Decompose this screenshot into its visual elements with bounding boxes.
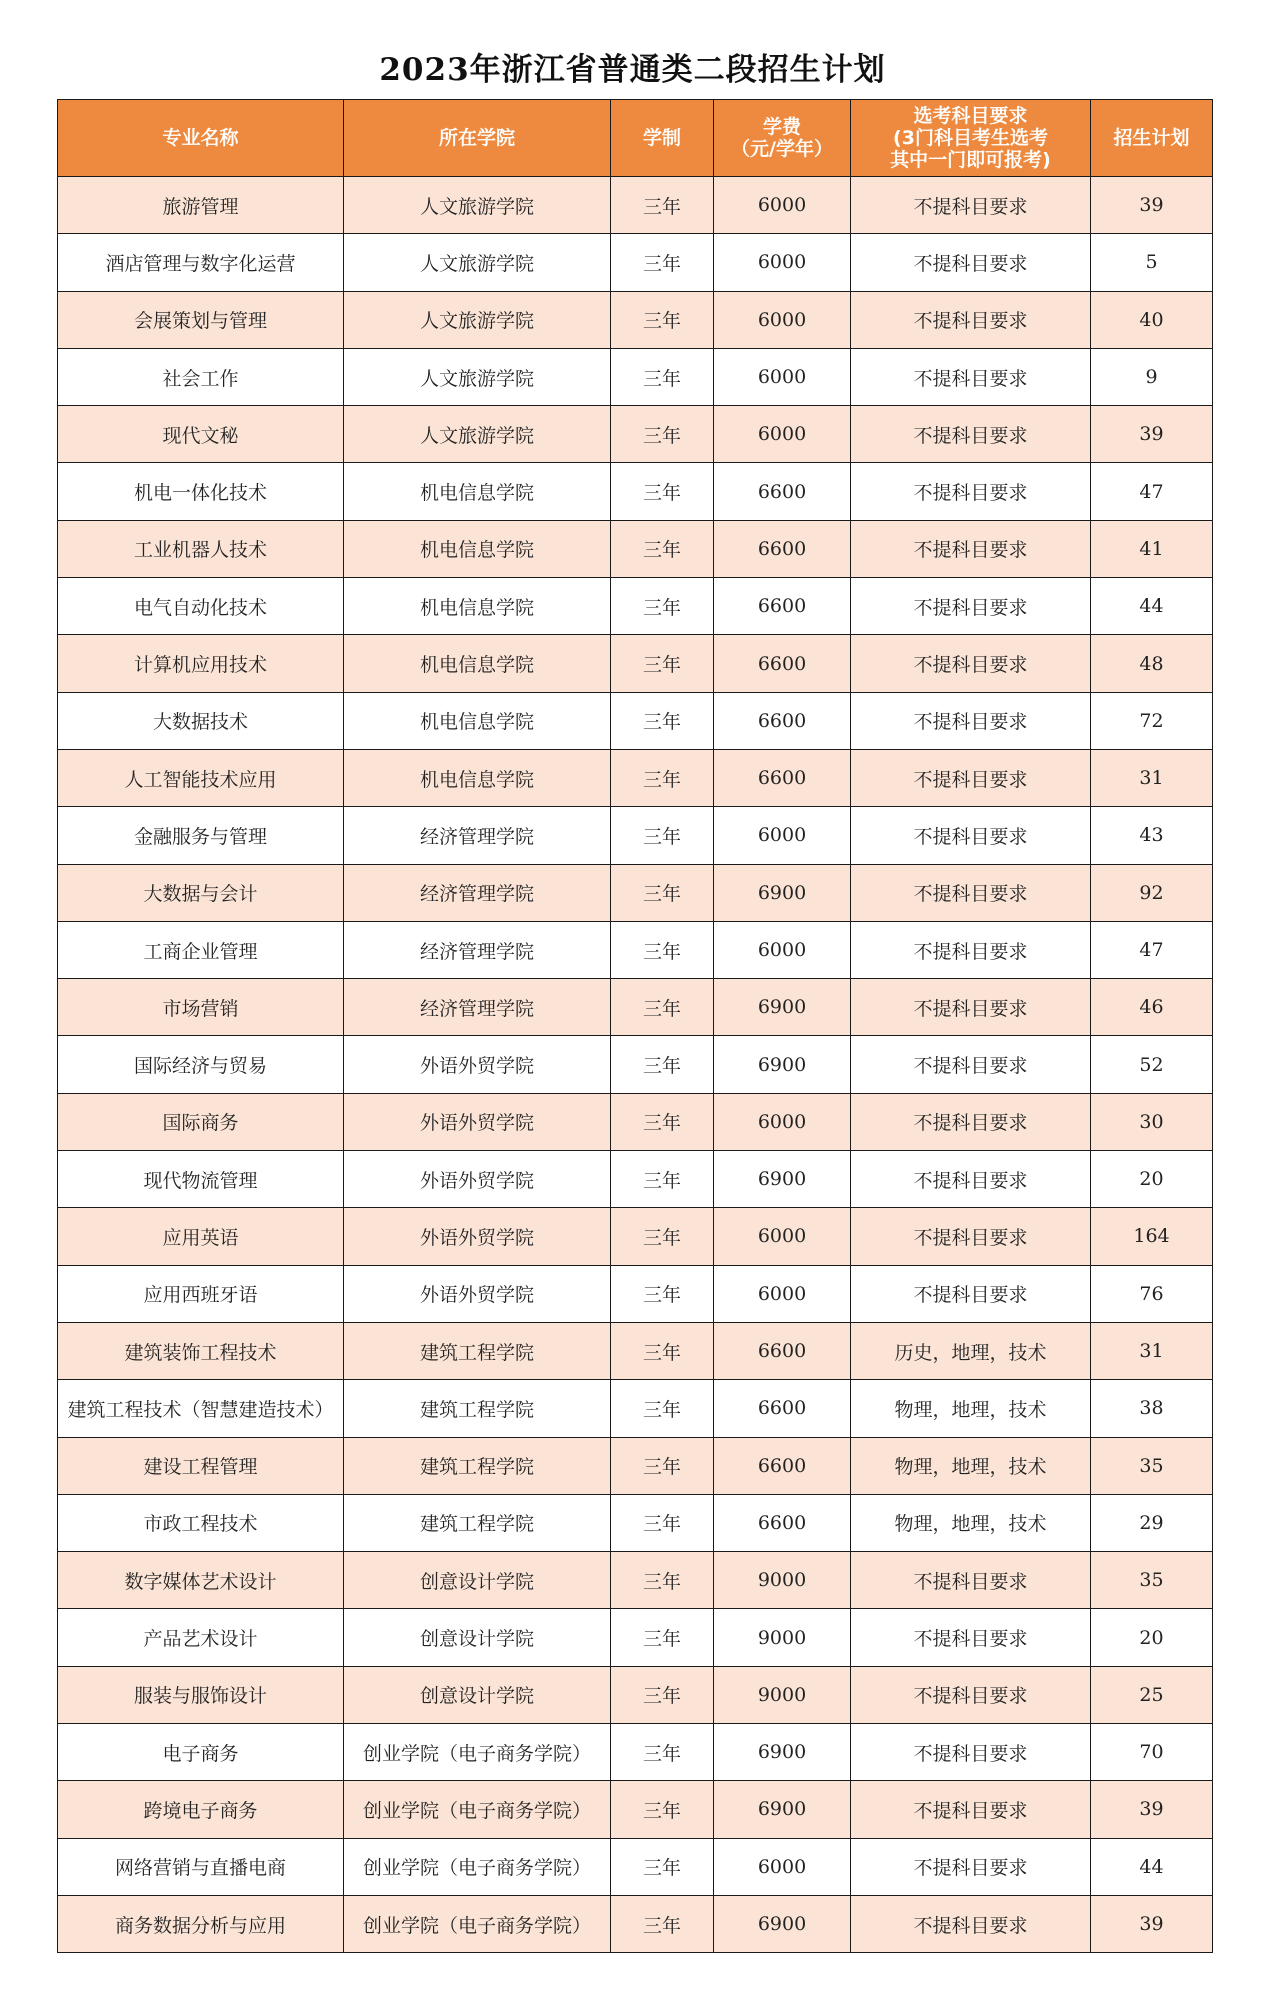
cell-subjects: 不提科目要求 <box>851 234 1091 291</box>
cell-duration: 三年 <box>611 1093 714 1150</box>
cell-plan: 72 <box>1091 692 1213 749</box>
header-subjects-line3: 其中一门即可报考) <box>890 149 1051 171</box>
cell-duration: 三年 <box>611 406 714 463</box>
table-row <box>58 1494 1213 1551</box>
table-row <box>58 463 1213 520</box>
cell-major: 商务数据分析与应用 <box>58 1895 344 1952</box>
cell-subjects: 不提科目要求 <box>851 864 1091 921</box>
cell-subjects: 不提科目要求 <box>851 291 1091 348</box>
header-duration: 学制 <box>611 100 714 177</box>
cell-plan: 35 <box>1091 1437 1213 1494</box>
cell-subjects: 不提科目要求 <box>851 1093 1091 1150</box>
header-fee <box>714 100 851 177</box>
cell-college: 外语外贸学院 <box>344 1093 611 1150</box>
table-row <box>58 1322 1213 1379</box>
cell-major: 数字媒体艺术设计 <box>58 1552 344 1609</box>
cell-major: 跨境电子商务 <box>58 1781 344 1838</box>
cell-subjects: 不提科目要求 <box>851 1838 1091 1895</box>
table-row <box>58 406 1213 463</box>
cell-subjects: 不提科目要求 <box>851 1724 1091 1781</box>
cell-college: 外语外贸学院 <box>344 1151 611 1208</box>
cell-fee: 6600 <box>714 635 851 692</box>
cell-major: 电气自动化技术 <box>58 578 344 635</box>
cell-plan: 20 <box>1091 1151 1213 1208</box>
cell-subjects: 物理，地理，技术 <box>851 1437 1091 1494</box>
cell-plan: 20 <box>1091 1609 1213 1666</box>
cell-fee: 6000 <box>714 1838 851 1895</box>
cell-subjects: 不提科目要求 <box>851 463 1091 520</box>
cell-subjects: 历史，地理，技术 <box>851 1322 1091 1379</box>
cell-college: 外语外贸学院 <box>344 1036 611 1093</box>
cell-plan: 39 <box>1091 1781 1213 1838</box>
cell-duration: 三年 <box>611 520 714 577</box>
cell-major: 应用西班牙语 <box>58 1265 344 1322</box>
table-row <box>58 291 1213 348</box>
cell-duration: 三年 <box>611 1494 714 1551</box>
table-row <box>58 692 1213 749</box>
table-row <box>58 1380 1213 1437</box>
cell-plan: 46 <box>1091 979 1213 1036</box>
cell-major: 大数据技术 <box>58 692 344 749</box>
cell-duration: 三年 <box>611 1437 714 1494</box>
table-row <box>58 979 1213 1036</box>
header-fee-line2: （元/学年） <box>731 138 833 160</box>
cell-plan: 70 <box>1091 1724 1213 1781</box>
cell-fee: 6900 <box>714 1781 851 1838</box>
cell-college: 建筑工程学院 <box>344 1380 611 1437</box>
cell-major: 国际经济与贸易 <box>58 1036 344 1093</box>
cell-subjects: 不提科目要求 <box>851 1666 1091 1723</box>
cell-duration: 三年 <box>611 1552 714 1609</box>
cell-fee: 6600 <box>714 1380 851 1437</box>
cell-duration: 三年 <box>611 348 714 405</box>
cell-college: 机电信息学院 <box>344 578 611 635</box>
cell-subjects: 不提科目要求 <box>851 749 1091 806</box>
table-row <box>58 1609 1213 1666</box>
cell-fee: 6000 <box>714 1208 851 1265</box>
cell-plan: 9 <box>1091 348 1213 405</box>
cell-subjects: 不提科目要求 <box>851 807 1091 864</box>
cell-college: 创意设计学院 <box>344 1552 611 1609</box>
cell-subjects: 不提科目要求 <box>851 1265 1091 1322</box>
cell-fee: 6600 <box>714 1494 851 1551</box>
cell-fee: 6600 <box>714 520 851 577</box>
table-row <box>58 1552 1213 1609</box>
cell-major: 旅游管理 <box>58 177 344 234</box>
cell-major: 社会工作 <box>58 348 344 405</box>
cell-fee: 6000 <box>714 807 851 864</box>
table-row <box>58 1151 1213 1208</box>
cell-major: 计算机应用技术 <box>58 635 344 692</box>
cell-plan: 48 <box>1091 635 1213 692</box>
cell-plan: 164 <box>1091 1208 1213 1265</box>
cell-subjects: 不提科目要求 <box>851 1609 1091 1666</box>
cell-fee: 6600 <box>714 1322 851 1379</box>
cell-plan: 25 <box>1091 1666 1213 1723</box>
cell-fee: 6000 <box>714 406 851 463</box>
cell-plan: 44 <box>1091 578 1213 635</box>
cell-subjects: 不提科目要求 <box>851 1781 1091 1838</box>
table-row <box>58 1265 1213 1322</box>
cell-duration: 三年 <box>611 1208 714 1265</box>
table-row <box>58 1781 1213 1838</box>
cell-fee: 6600 <box>714 1437 851 1494</box>
cell-college: 经济管理学院 <box>344 979 611 1036</box>
cell-plan: 31 <box>1091 1322 1213 1379</box>
cell-college: 创业学院（电子商务学院） <box>344 1895 611 1952</box>
page-title: 2023年浙江省普通类二段招生计划 <box>379 52 886 88</box>
cell-college: 创业学院（电子商务学院） <box>344 1724 611 1781</box>
cell-college: 机电信息学院 <box>344 463 611 520</box>
cell-college: 机电信息学院 <box>344 520 611 577</box>
cell-major: 酒店管理与数字化运营 <box>58 234 344 291</box>
cell-fee: 6600 <box>714 463 851 520</box>
cell-duration: 三年 <box>611 1380 714 1437</box>
cell-college: 外语外贸学院 <box>344 1208 611 1265</box>
cell-college: 经济管理学院 <box>344 807 611 864</box>
cell-subjects: 物理，地理，技术 <box>851 1380 1091 1437</box>
cell-duration: 三年 <box>611 234 714 291</box>
cell-subjects: 不提科目要求 <box>851 177 1091 234</box>
header-subjects-line1: 选考科目要求 <box>913 105 1028 127</box>
cell-major: 大数据与会计 <box>58 864 344 921</box>
cell-plan: 39 <box>1091 406 1213 463</box>
cell-plan: 92 <box>1091 864 1213 921</box>
cell-subjects: 不提科目要求 <box>851 348 1091 405</box>
cell-fee: 6000 <box>714 1265 851 1322</box>
enrollment-plan-table <box>57 99 1213 1953</box>
table-row <box>58 1666 1213 1723</box>
header-row <box>58 100 1213 177</box>
header-subjects-line2: (3门科目考生选考 <box>893 127 1048 149</box>
cell-plan: 5 <box>1091 234 1213 291</box>
cell-subjects: 不提科目要求 <box>851 1895 1091 1952</box>
cell-duration: 三年 <box>611 1036 714 1093</box>
cell-duration: 三年 <box>611 1895 714 1952</box>
table-row <box>58 807 1213 864</box>
cell-major: 国际商务 <box>58 1093 344 1150</box>
cell-subjects: 不提科目要求 <box>851 520 1091 577</box>
cell-duration: 三年 <box>611 1265 714 1322</box>
cell-major: 工商企业管理 <box>58 921 344 978</box>
cell-subjects: 不提科目要求 <box>851 578 1091 635</box>
cell-subjects: 不提科目要求 <box>851 979 1091 1036</box>
cell-major: 网络营销与直播电商 <box>58 1838 344 1895</box>
table-row <box>58 520 1213 577</box>
cell-plan: 40 <box>1091 291 1213 348</box>
cell-plan: 29 <box>1091 1494 1213 1551</box>
cell-college: 人文旅游学院 <box>344 291 611 348</box>
cell-subjects: 物理，地理，技术 <box>851 1494 1091 1551</box>
cell-college: 创意设计学院 <box>344 1609 611 1666</box>
cell-major: 市场营销 <box>58 979 344 1036</box>
cell-college: 外语外贸学院 <box>344 1265 611 1322</box>
cell-major: 会展策划与管理 <box>58 291 344 348</box>
cell-major: 建筑装饰工程技术 <box>58 1322 344 1379</box>
cell-fee: 6900 <box>714 979 851 1036</box>
cell-major: 服装与服饰设计 <box>58 1666 344 1723</box>
cell-college: 人文旅游学院 <box>344 177 611 234</box>
cell-fee: 6000 <box>714 177 851 234</box>
cell-college: 经济管理学院 <box>344 921 611 978</box>
cell-fee: 6900 <box>714 1036 851 1093</box>
cell-subjects: 不提科目要求 <box>851 635 1091 692</box>
table-row <box>58 1895 1213 1952</box>
cell-duration: 三年 <box>611 1838 714 1895</box>
cell-subjects: 不提科目要求 <box>851 1552 1091 1609</box>
cell-duration: 三年 <box>611 1666 714 1723</box>
cell-major: 建筑工程技术（智慧建造技术） <box>58 1380 344 1437</box>
table-row <box>58 864 1213 921</box>
cell-subjects: 不提科目要求 <box>851 692 1091 749</box>
table-row <box>58 1093 1213 1150</box>
cell-plan: 76 <box>1091 1265 1213 1322</box>
cell-college: 机电信息学院 <box>344 692 611 749</box>
cell-college: 建筑工程学院 <box>344 1322 611 1379</box>
table-row <box>58 234 1213 291</box>
table-row <box>58 177 1213 234</box>
table-row <box>58 1208 1213 1265</box>
table-row <box>58 348 1213 405</box>
cell-major: 建设工程管理 <box>58 1437 344 1494</box>
cell-major: 电子商务 <box>58 1724 344 1781</box>
cell-major: 机电一体化技术 <box>58 463 344 520</box>
cell-duration: 三年 <box>611 578 714 635</box>
table-row <box>58 1036 1213 1093</box>
cell-fee: 6600 <box>714 749 851 806</box>
table-row <box>58 1724 1213 1781</box>
cell-major: 工业机器人技术 <box>58 520 344 577</box>
cell-duration: 三年 <box>611 749 714 806</box>
cell-fee: 9000 <box>714 1609 851 1666</box>
cell-fee: 9000 <box>714 1666 851 1723</box>
cell-subjects: 不提科目要求 <box>851 1151 1091 1208</box>
cell-college: 经济管理学院 <box>344 864 611 921</box>
cell-duration: 三年 <box>611 1151 714 1208</box>
cell-fee: 6900 <box>714 1895 851 1952</box>
cell-duration: 三年 <box>611 1724 714 1781</box>
header-college: 所在学院 <box>344 100 611 177</box>
cell-major: 现代文秘 <box>58 406 344 463</box>
table-row <box>58 1838 1213 1895</box>
table-row <box>58 635 1213 692</box>
cell-subjects: 不提科目要求 <box>851 921 1091 978</box>
cell-major: 人工智能技术应用 <box>58 749 344 806</box>
cell-fee: 6900 <box>714 1724 851 1781</box>
cell-fee: 9000 <box>714 1552 851 1609</box>
table-row <box>58 578 1213 635</box>
cell-plan: 38 <box>1091 1380 1213 1437</box>
cell-college: 建筑工程学院 <box>344 1494 611 1551</box>
table-row <box>58 749 1213 806</box>
cell-plan: 39 <box>1091 177 1213 234</box>
cell-duration: 三年 <box>611 1781 714 1838</box>
cell-college: 人文旅游学院 <box>344 348 611 405</box>
cell-college: 人文旅游学院 <box>344 406 611 463</box>
cell-college: 建筑工程学院 <box>344 1437 611 1494</box>
cell-duration: 三年 <box>611 692 714 749</box>
cell-fee: 6900 <box>714 1151 851 1208</box>
cell-plan: 52 <box>1091 1036 1213 1093</box>
cell-subjects: 不提科目要求 <box>851 1036 1091 1093</box>
header-plan: 招生计划 <box>1091 100 1213 177</box>
cell-plan: 35 <box>1091 1552 1213 1609</box>
cell-plan: 39 <box>1091 1895 1213 1952</box>
cell-duration: 三年 <box>611 463 714 520</box>
cell-duration: 三年 <box>611 979 714 1036</box>
cell-college: 创意设计学院 <box>344 1666 611 1723</box>
cell-college: 机电信息学院 <box>344 635 611 692</box>
cell-major: 市政工程技术 <box>58 1494 344 1551</box>
cell-major: 金融服务与管理 <box>58 807 344 864</box>
header-fee-line1: 学费 <box>762 116 801 138</box>
cell-plan: 47 <box>1091 921 1213 978</box>
cell-college: 创业学院（电子商务学院） <box>344 1838 611 1895</box>
cell-duration: 三年 <box>611 1322 714 1379</box>
cell-fee: 6600 <box>714 578 851 635</box>
cell-fee: 6600 <box>714 692 851 749</box>
cell-fee: 6000 <box>714 234 851 291</box>
cell-plan: 47 <box>1091 463 1213 520</box>
table-header <box>58 100 1213 177</box>
header-subjects <box>851 100 1091 177</box>
cell-duration: 三年 <box>611 864 714 921</box>
cell-fee: 6000 <box>714 291 851 348</box>
cell-duration: 三年 <box>611 177 714 234</box>
cell-fee: 6900 <box>714 864 851 921</box>
cell-plan: 41 <box>1091 520 1213 577</box>
cell-fee: 6000 <box>714 348 851 405</box>
cell-plan: 31 <box>1091 749 1213 806</box>
cell-duration: 三年 <box>611 635 714 692</box>
cell-subjects: 不提科目要求 <box>851 406 1091 463</box>
cell-fee: 6000 <box>714 921 851 978</box>
cell-major: 产品艺术设计 <box>58 1609 344 1666</box>
cell-plan: 44 <box>1091 1838 1213 1895</box>
cell-college: 机电信息学院 <box>344 749 611 806</box>
table-body <box>58 177 1213 1953</box>
cell-college: 创业学院（电子商务学院） <box>344 1781 611 1838</box>
table-row <box>58 921 1213 978</box>
cell-plan: 30 <box>1091 1093 1213 1150</box>
cell-duration: 三年 <box>611 291 714 348</box>
cell-duration: 三年 <box>611 1609 714 1666</box>
cell-fee: 6000 <box>714 1093 851 1150</box>
cell-major: 现代物流管理 <box>58 1151 344 1208</box>
cell-duration: 三年 <box>611 807 714 864</box>
cell-subjects: 不提科目要求 <box>851 1208 1091 1265</box>
cell-major: 应用英语 <box>58 1208 344 1265</box>
cell-college: 人文旅游学院 <box>344 234 611 291</box>
cell-duration: 三年 <box>611 921 714 978</box>
table-row <box>58 1437 1213 1494</box>
cell-plan: 43 <box>1091 807 1213 864</box>
header-major: 专业名称 <box>58 100 344 177</box>
